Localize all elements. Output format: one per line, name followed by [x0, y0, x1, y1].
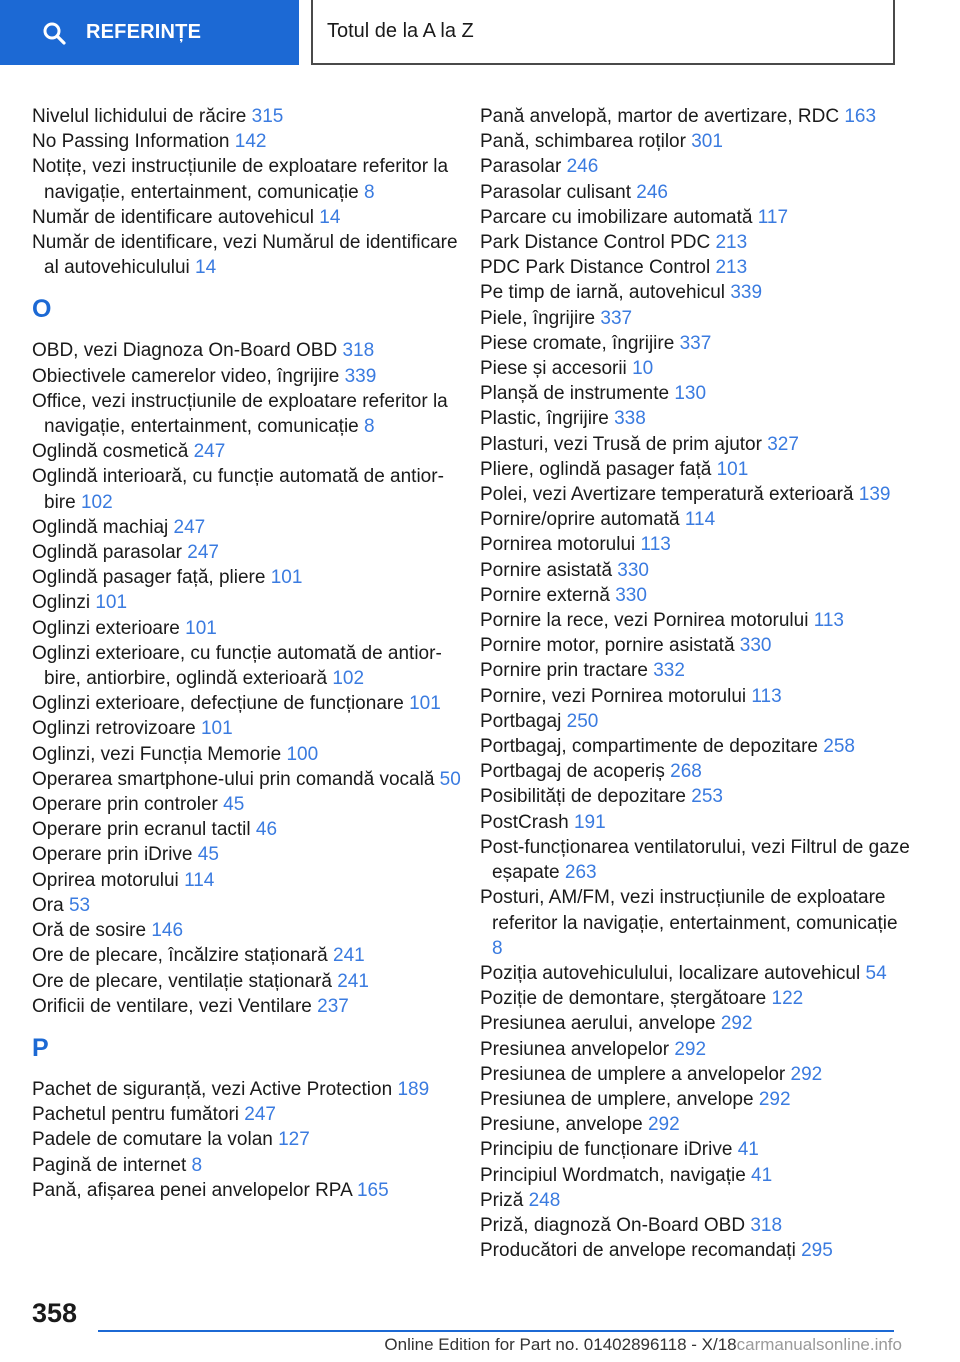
index-entry: [32, 364, 462, 389]
index-entry: [32, 842, 462, 867]
page-reference-link[interactable]: 8: [364, 181, 375, 203]
index-entry: [32, 1077, 462, 1102]
page-reference-link[interactable]: 338: [614, 408, 646, 430]
index-entry: [32, 742, 462, 767]
index-entry-text: Oglindă machiaj: [32, 516, 174, 538]
page-reference-link[interactable]: 139: [858, 484, 891, 506]
index-entry-text: Operare prin iDrive: [32, 844, 198, 866]
page-reference-link[interactable]: 295: [801, 1240, 833, 1262]
index-entry: [480, 885, 910, 961]
index-entry-text: Pornire motor, pornire asistată: [480, 635, 740, 657]
index-entry-text: Pliere, oglindă pasager față: [480, 458, 717, 480]
footer-edition: [0, 1335, 960, 1355]
index-entry-text: Presiune, anvelope: [480, 1114, 648, 1136]
index-entry: [480, 709, 910, 734]
tab-references-label: REFERINȚE: [86, 21, 202, 43]
index-entry-text: Parasolar: [480, 156, 567, 178]
index-entry-text: Oglinzi retrovizoare: [32, 718, 201, 740]
page-reference-link[interactable]: 14: [195, 257, 217, 279]
index-entry-text: Posibilități de depozitare: [480, 786, 692, 808]
index-entry-text: Presiunea de umplere a anvelopelor: [480, 1063, 791, 1085]
page-reference-link[interactable]: 191: [573, 811, 606, 833]
index-entry: [32, 129, 462, 154]
index-entry-text: Operare prin controler: [32, 794, 224, 816]
page-reference-link[interactable]: 114: [684, 509, 716, 531]
index-entry: [480, 230, 910, 255]
index-entry-text: Polei, vezi Avertizare temperatură exterioară: [480, 484, 859, 506]
index-entry: [480, 482, 910, 507]
page-reference-link[interactable]: 292: [647, 1114, 680, 1136]
page-reference-link[interactable]: 46: [255, 819, 278, 841]
index-entry-text: OBD, vezi Diagnoza On-Board OBD: [32, 340, 343, 362]
page-reference-link[interactable]: 127: [278, 1129, 310, 1151]
index-entry: [32, 104, 462, 129]
index-entry: [32, 154, 462, 204]
watermark-text: carmanualsonline.info: [736, 1335, 902, 1354]
index-entry: [480, 633, 910, 658]
page-reference-link[interactable]: 237: [317, 995, 349, 1017]
index-entry: [480, 432, 910, 457]
index-entry-text: Ore de plecare, ventilație staționară: [32, 970, 338, 992]
index-entry: [32, 641, 462, 691]
index-entry: [32, 792, 462, 817]
index-entry: [480, 1238, 910, 1263]
index-entry: [480, 406, 910, 431]
index-entry: [32, 1102, 462, 1127]
page-reference-link[interactable]: 45: [223, 794, 245, 816]
index-entry-text: Operare prin ecranul tactil: [32, 819, 256, 841]
index-entry-text: Pornire, vezi Pornirea motorului: [480, 685, 752, 707]
index-entry-text: Orificii de ventilare, vezi Ventilare: [32, 995, 318, 1017]
index-entry: [480, 759, 910, 784]
page-reference-link[interactable]: 117: [757, 206, 789, 228]
index-entry: [480, 734, 910, 759]
page-reference-link[interactable]: 301: [691, 131, 723, 153]
index-entry-text: Oglinzi exterioare: [32, 617, 186, 639]
index-entry-text: Parcare cu imobilizare automată: [480, 206, 758, 228]
page-reference-link[interactable]: 165: [356, 1179, 389, 1201]
tab-a-to-z-label: Totul de la A la Z: [327, 20, 474, 42]
index-entry: [32, 1153, 462, 1178]
index-entry-text: Portbagaj de acoperiș: [480, 761, 671, 783]
index-entry: [480, 205, 910, 230]
index-entry: [32, 868, 462, 893]
index-entry: [480, 810, 910, 835]
index-entry: [32, 590, 462, 615]
index-entry-text: Obiectivele camerelor video, îngrijire: [32, 365, 345, 387]
index-entry-text: Posturi, AM/FM, vezi instrucțiunile de exploatare referitor la navigație, entertainment, comunicație: [480, 887, 898, 934]
page-reference-link[interactable]: 330: [615, 584, 647, 606]
index-entry-text: Operarea smartphone-ului prin comandă vocală: [32, 768, 440, 790]
page-reference-link[interactable]: 292: [674, 1038, 707, 1060]
page-reference-link[interactable]: 241: [333, 945, 365, 967]
index-entry: [480, 1062, 910, 1087]
index-entry-text: Oglinzi: [32, 592, 96, 614]
header-tabs: [0, 0, 960, 66]
index-entry: [480, 129, 910, 154]
page-reference-link[interactable]: 101: [409, 693, 441, 715]
search-icon: [42, 21, 66, 45]
page-reference-link[interactable]: 54: [865, 962, 887, 984]
page-reference-link[interactable]: 339: [344, 365, 377, 387]
index-entry-text: Pornire prin tractare: [480, 660, 654, 682]
index-entry-text: Oglindă cosmetică: [32, 441, 194, 463]
page-reference-link[interactable]: 50: [439, 768, 461, 790]
page-reference-link[interactable]: 113: [640, 534, 671, 556]
index-entry-text: Pachetul pentru fumători: [32, 1104, 245, 1126]
page-reference-link[interactable]: 253: [691, 786, 723, 808]
index-entry-text: Plastic, îngrijire: [480, 408, 615, 430]
index-entry-text: Portbagaj: [480, 710, 567, 732]
index-entry-text: Portbagaj, compartimente de depozitare: [480, 736, 824, 758]
index-entry: [480, 154, 910, 179]
index-column-right: [480, 104, 910, 1263]
section-letter: O: [32, 295, 52, 324]
page-reference-link[interactable]: 101: [716, 458, 749, 480]
footer-divider: [98, 1330, 894, 1332]
index-entry-text: Post-funcționarea ventilatorului, vezi Filtrul de gaze eșapate: [480, 836, 910, 884]
index-entry: [480, 961, 910, 986]
index-entry: [480, 784, 910, 809]
index-entry-text: Plasturi, vezi Trusă de prim ajutor: [480, 433, 768, 455]
index-entry: [32, 716, 462, 741]
page-reference-link[interactable]: 10: [632, 358, 654, 380]
index-entry: [480, 255, 910, 280]
index-entry-text: Oglinzi exterioare, defecțiune de funcționare: [32, 693, 410, 715]
page-reference-link[interactable]: 53: [68, 894, 91, 916]
index-entry: [32, 565, 462, 590]
index-entry: [480, 381, 910, 406]
page-reference-link[interactable]: 102: [80, 491, 113, 513]
index-entry-text: Ore de plecare, încălzire staționară: [32, 945, 333, 967]
page-reference-link[interactable]: 142: [234, 131, 267, 153]
index-entry-text: Piese cromate, îngrijire: [480, 332, 680, 354]
index-entry: [480, 180, 910, 205]
index-entry-text: Oglinzi exterioare, cu funcție automată de antiorbire, antiorbire, oglindă exterioară: [32, 642, 442, 690]
index-entry-text: Pornire la rece, vezi Pornirea motorului: [480, 610, 814, 632]
index-entry: [32, 943, 462, 968]
index-entry: [32, 230, 462, 280]
index-entry-text: No Passing Information: [32, 131, 235, 153]
index-entry: [480, 1011, 910, 1036]
index-entry: [480, 356, 910, 381]
index-entry-text: Ora: [32, 894, 69, 916]
index-entry: [480, 280, 910, 305]
index-entry-text: Oglindă pasager față, pliere: [32, 567, 271, 589]
index-entry-text: Oglindă interioară, cu funcție automată de antiorbire: [32, 466, 444, 513]
page-reference-link[interactable]: 247: [187, 542, 219, 564]
index-entry-text: Pornire/oprire automată: [480, 509, 685, 531]
page-reference-link[interactable]: 339: [730, 282, 763, 304]
page-number: 358: [32, 1298, 78, 1328]
index-entry: [32, 893, 462, 918]
index-entry: [32, 540, 462, 565]
index-entry-text: Pagină de internet: [32, 1154, 192, 1176]
index-entry-text: Pornire asistată: [480, 559, 618, 581]
index-entry-text: Priză: [480, 1189, 529, 1211]
index-entry: [32, 1127, 462, 1152]
page-reference-link[interactable]: 337: [600, 307, 633, 329]
index-entry: [32, 969, 462, 994]
page-reference-link[interactable]: 292: [758, 1088, 791, 1110]
index-entry: [480, 658, 910, 683]
index-entry: [480, 1037, 910, 1062]
index-entry-text: Oglindă parasolar: [32, 542, 188, 564]
page-reference-link[interactable]: 101: [200, 718, 233, 740]
index-entry: [32, 205, 462, 230]
index-entry-text: Oră de sosire: [32, 920, 152, 942]
page-reference-link[interactable]: 8: [191, 1154, 203, 1176]
index-entry-text: Pornirea motorului: [480, 534, 641, 556]
page-reference-link[interactable]: 292: [790, 1063, 823, 1085]
tab-a-to-z[interactable]: [311, 0, 895, 65]
page-reference-link[interactable]: 45: [197, 844, 219, 866]
index-entry: [480, 104, 910, 129]
page-reference-link[interactable]: 113: [751, 685, 782, 707]
page-reference-link[interactable]: 250: [566, 710, 599, 732]
index-entry-text: Piese și accesorii: [480, 358, 633, 380]
index-entry: [480, 986, 910, 1011]
page-reference-link[interactable]: 101: [185, 617, 217, 639]
index-entry: [32, 616, 462, 641]
page-reference-link[interactable]: 258: [823, 736, 855, 758]
page-reference-link[interactable]: 327: [767, 433, 799, 455]
index-entry-text: Poziție de demontare, ștergătoare: [480, 988, 772, 1010]
index-entry: [32, 994, 462, 1019]
page-reference-link[interactable]: 101: [95, 592, 128, 614]
page-reference-link[interactable]: 263: [564, 862, 597, 884]
page-reference-link[interactable]: 268: [670, 761, 702, 783]
index-entry: [480, 558, 910, 583]
index-entry-text: Pornire externă: [480, 584, 616, 606]
index-entry: [32, 817, 462, 842]
page-reference-link[interactable]: 101: [270, 567, 303, 589]
index-entry: [480, 1137, 910, 1162]
page-reference-link[interactable]: 41: [751, 1164, 773, 1186]
page-reference-link[interactable]: 332: [653, 660, 685, 682]
page-reference-link[interactable]: 246: [636, 181, 668, 203]
section-letter: P: [32, 1033, 49, 1062]
page-reference-link[interactable]: 246: [566, 156, 599, 178]
page-reference-link[interactable]: 318: [342, 340, 375, 362]
index-entry-text: Priză, diagnoză On-Board OBD: [480, 1214, 751, 1236]
page-reference-link[interactable]: 146: [151, 920, 184, 942]
index-entry-text: Număr de identificare, vezi Numărul de identificare al autovehiculului: [32, 232, 458, 279]
page-reference-link[interactable]: 113: [813, 610, 844, 632]
page-reference-link[interactable]: 213: [715, 257, 748, 279]
index-entry-text: Piele, îngrijire: [480, 307, 601, 329]
index-entry: [480, 583, 910, 608]
index-entry: [480, 835, 910, 885]
index-entry-text: Planșă de instrumente: [480, 383, 675, 405]
index-entry-text: Presiunea anvelopelor: [480, 1038, 675, 1060]
index-entry: [32, 439, 462, 464]
page-reference-link[interactable]: 213: [715, 232, 748, 254]
index-entry: [480, 1112, 910, 1137]
index-entry: [32, 918, 462, 943]
tab-references[interactable]: [0, 0, 299, 65]
index-entry-text: Număr de identificare autovehicul: [32, 206, 320, 228]
index-entry: [480, 608, 910, 633]
page-reference-link[interactable]: 337: [679, 332, 712, 354]
index-entry: [480, 1163, 910, 1188]
page-reference-link[interactable]: 330: [739, 635, 772, 657]
index-entry-text: Pe timp de iarnă, autovehicul: [480, 282, 731, 304]
page-reference-link[interactable]: 247: [193, 441, 226, 463]
index-entry: [480, 1188, 910, 1213]
page-reference-link[interactable]: 8: [492, 937, 503, 959]
page-reference-link[interactable]: 122: [771, 988, 804, 1010]
index-entry-text: Nivelul lichidului de răcire: [32, 106, 252, 127]
index-entry: [480, 1213, 910, 1238]
page-reference-link[interactable]: 100: [286, 743, 319, 765]
page-reference-link[interactable]: 114: [184, 869, 215, 891]
index-entry-text: Pană, schimbarea roților: [480, 131, 692, 153]
index-entry-text: Pană anvelopă, martor de avertizare, RDC: [480, 106, 845, 127]
page-reference-link[interactable]: 248: [528, 1189, 561, 1211]
page-reference-link[interactable]: 102: [332, 668, 365, 690]
index-entry-text: Pachet de siguranță, vezi Active Protection: [32, 1078, 398, 1100]
index-entry: [480, 684, 910, 709]
index-entry: [32, 767, 462, 792]
index-entry: [480, 507, 910, 532]
page-reference-link[interactable]: 315: [251, 106, 284, 127]
index-entry: [32, 691, 462, 716]
index-entry-text: Poziția autovehiculului, localizare autovehicul: [480, 962, 866, 984]
page-reference-link[interactable]: 163: [844, 106, 877, 127]
index-entry: [32, 464, 462, 514]
index-entry-text: Oglinzi, vezi Funcția Memorie: [32, 743, 287, 765]
page-reference-link[interactable]: 318: [750, 1214, 783, 1236]
index-entry: [480, 331, 910, 356]
index-entry-text: PostCrash: [480, 811, 574, 833]
index-entry-text: PDC Park Distance Control: [480, 257, 716, 279]
page-reference-link[interactable]: 247: [173, 516, 206, 538]
index-entry-text: Office, vezi instrucțiunile de exploatare referitor la navigație, entertainment, comunicație: [32, 390, 448, 438]
index-entry: [480, 1087, 910, 1112]
index-entry: [32, 1178, 462, 1203]
index-entry-text: Presiunea de umplere, anvelope: [480, 1088, 759, 1110]
page-reference-link[interactable]: 130: [674, 383, 707, 405]
index-entry: [32, 389, 462, 439]
page-reference-link[interactable]: 41: [737, 1139, 759, 1161]
page-reference-link[interactable]: 330: [617, 559, 649, 581]
page-reference-link[interactable]: 241: [337, 970, 369, 992]
page-reference-link[interactable]: 247: [244, 1104, 276, 1126]
index-entry-text: Principiul Wordmatch, navigație: [480, 1164, 752, 1186]
index-entry: [32, 515, 462, 540]
page-reference-link[interactable]: 292: [720, 1013, 753, 1035]
index-entry-text: Padele de comutare la volan: [32, 1129, 279, 1151]
index-entry-text: Park Distance Control PDC: [480, 232, 716, 254]
index-entry-text: Principiu de funcționare iDrive: [480, 1139, 738, 1161]
page-reference-link[interactable]: 189: [397, 1078, 430, 1100]
index-column-left: [32, 104, 462, 1203]
index-entry: [480, 306, 910, 331]
index-entry: [32, 338, 462, 363]
index-entry: [480, 532, 910, 557]
page-reference-link[interactable]: 14: [319, 206, 341, 228]
index-entry-text: Notițe, vezi instrucțiunile de exploatare referitor la navigație, entertainment, comunicație: [32, 156, 449, 203]
index-entry-text: Presiunea aerului, anvelope: [480, 1013, 721, 1035]
index-entry-text: Producători de anvelope recomandați: [480, 1240, 802, 1262]
index-entry-text: Parasolar culisant: [480, 181, 637, 203]
index-entry: [480, 457, 910, 482]
page-reference-link[interactable]: 8: [364, 416, 375, 438]
index-entry-text: Pană, afișarea penei anvelopelor RPA: [32, 1179, 357, 1201]
index-entry-text: Oprirea motorului: [32, 869, 185, 891]
edition-text: Online Edition for Part no. 01402896118 - X/18: [384, 1335, 737, 1354]
